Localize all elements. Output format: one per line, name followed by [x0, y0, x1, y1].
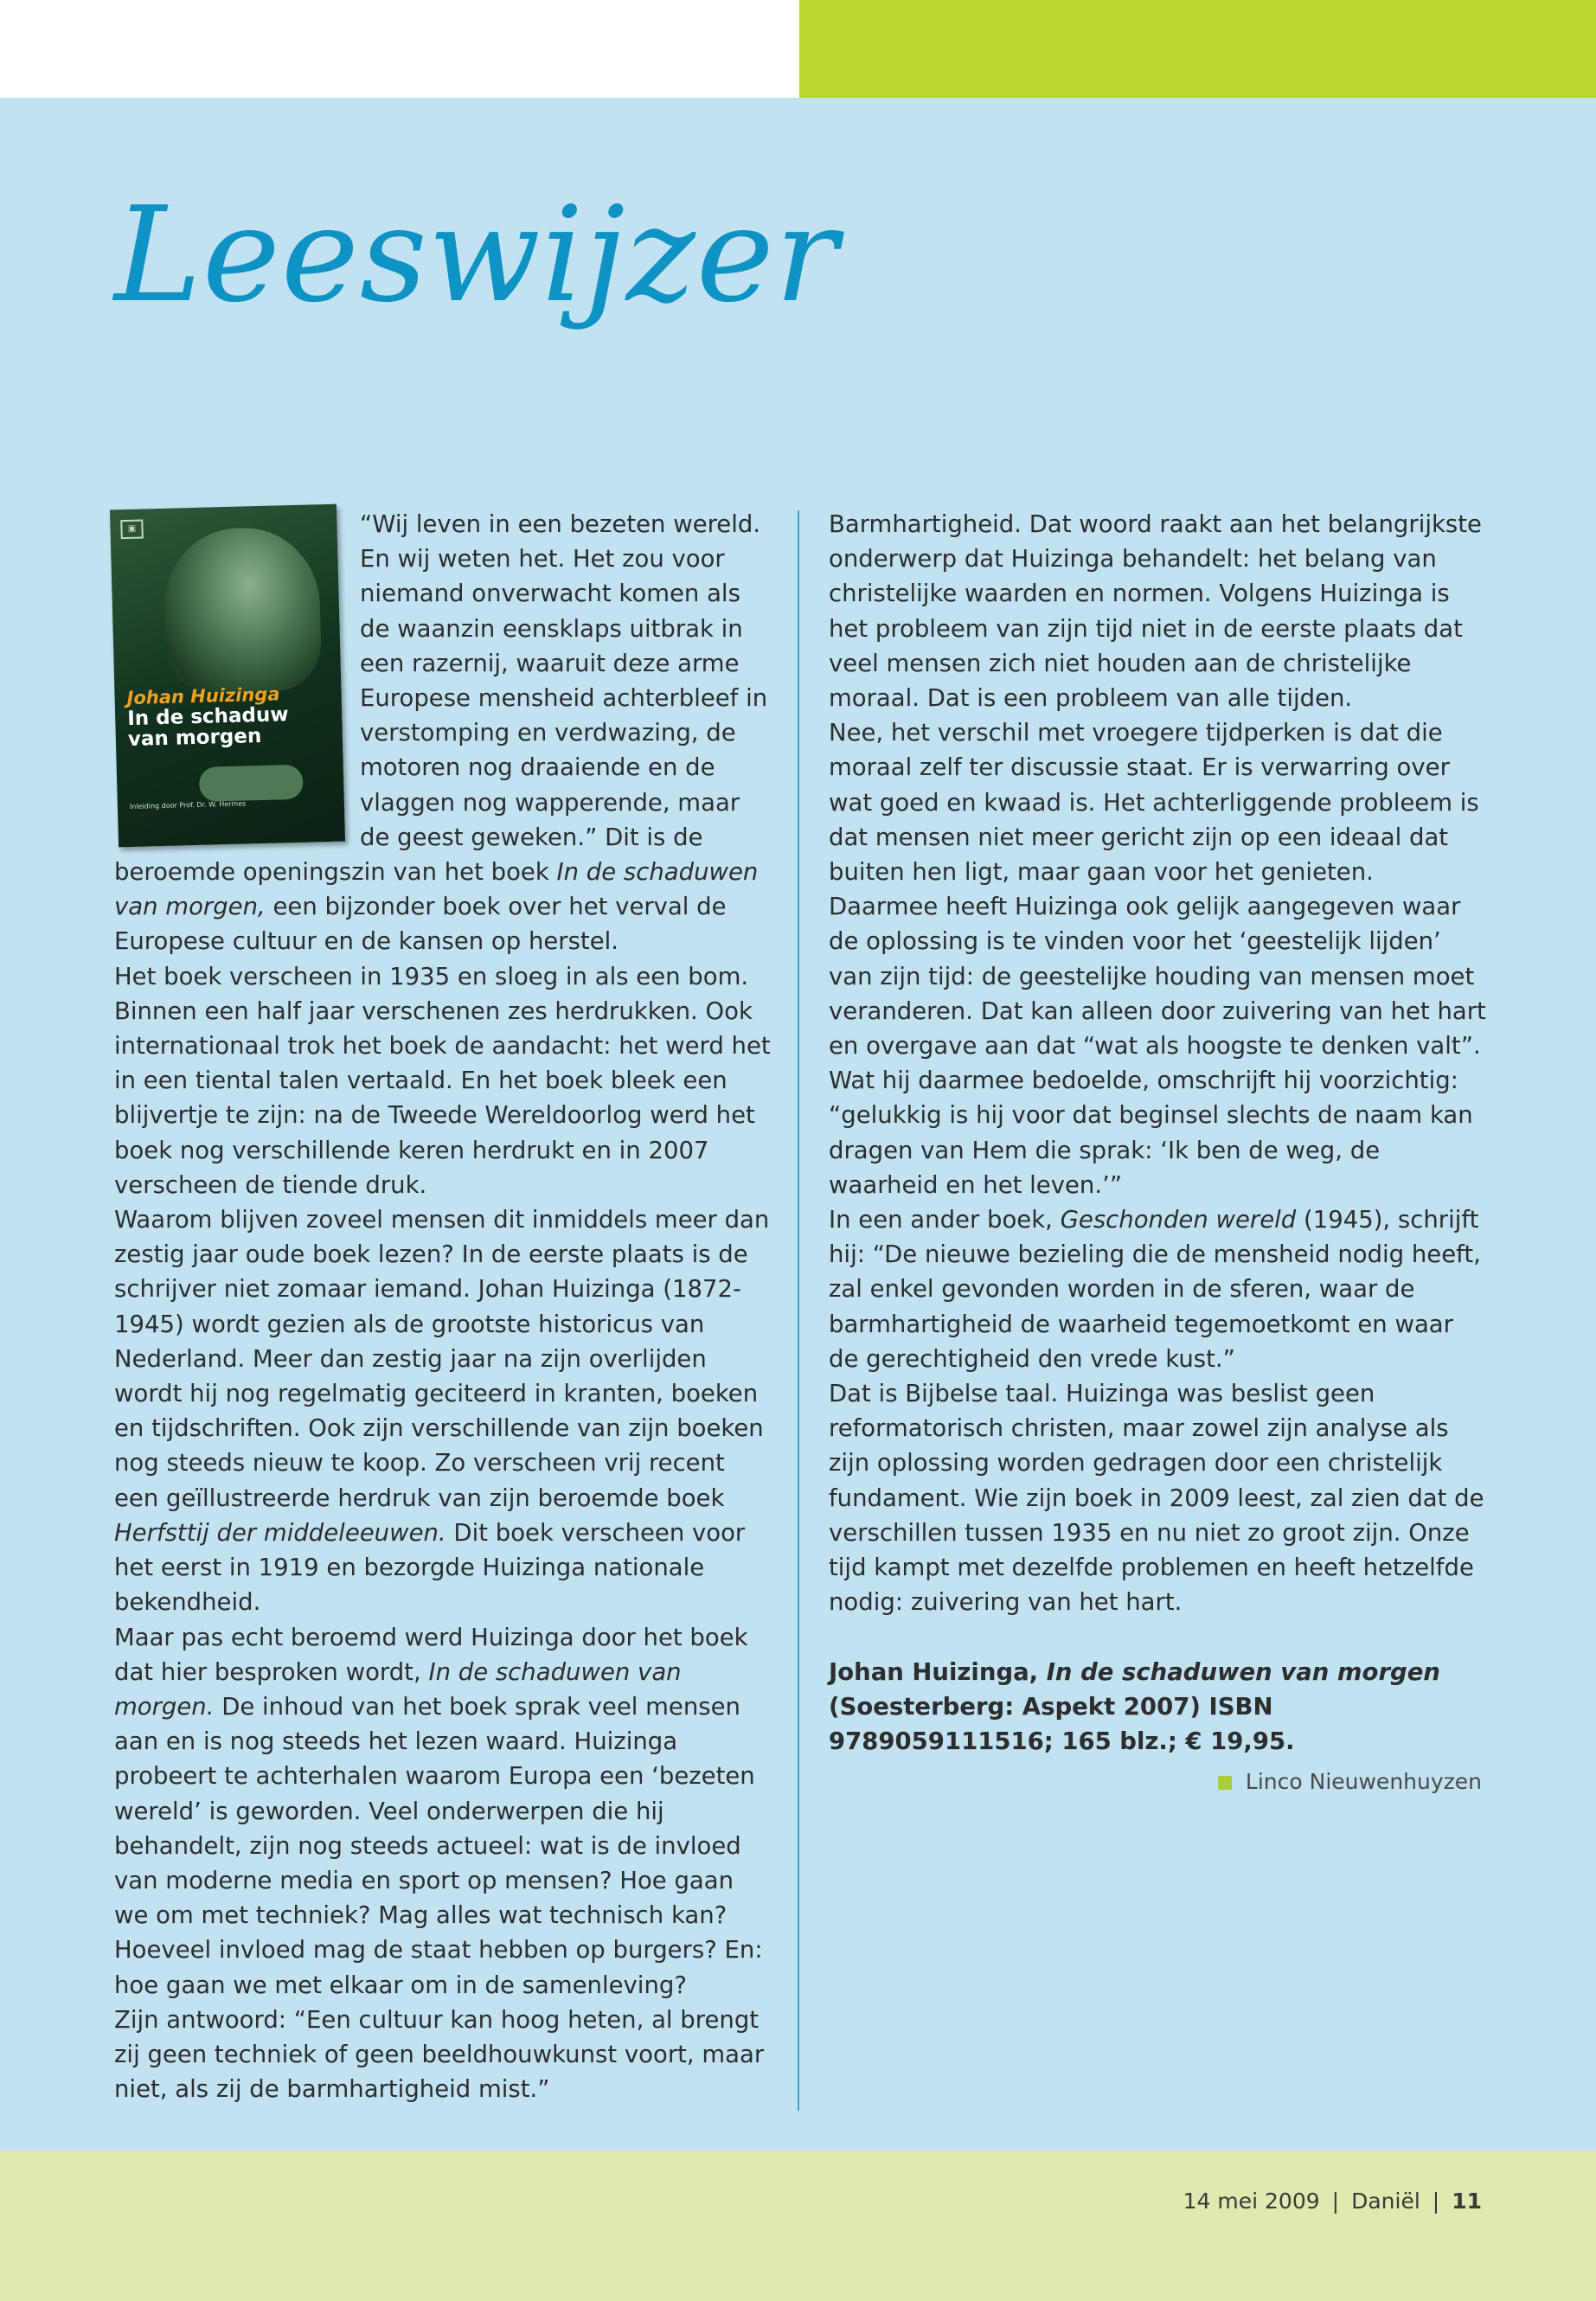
- paragraph: Barmhartigheid. Dat woord raakt aan het belangrijkste onderwerp dat Huizinga behandelt: het belang van christelijke waarden en normen. Volgens Huizinga is het probleem van zijn tijd niet in de eerste plaats dat veel mensen zich niet houden aan de christelijke moraal. Dat is een probleem van alle tijden.: [829, 510, 1482, 713]
- paragraph: Daarmee heeft Huizinga ook gelijk aangegeven waar de oplossing is te vinden voor het ‘geestelijk lijden’ van zijn tijd: de geestelijke houding van mensen moet veranderen. Dat kan alleen door zuivering van het hart en overgave aan dat “wat als hoogste te denken valt”. Wat hij daarmee bedoelde, omschrijft hij voorzichtig: “gelukkig is hij voor dat beginsel slechts de naam kan dragen van Hem die sprak: ‘Ik ben de weg, de waarheid en het leven.’”: [829, 893, 1486, 1199]
- cover-portrait: [163, 526, 323, 695]
- top-green-bar: [799, 0, 1596, 98]
- paragraph: Zijn antwoord: “Een cultuur kan hoog heten, al brengt zij geen techniek of geen beeldhouwkunst voort, maar niet, als zij de barmhartigheid mist.”: [114, 2005, 765, 2104]
- article-left-column: [114, 507, 772, 2106]
- paragraph: “Wij leven in een bezeten wereld. En wij weten het. Het zou voor niemand onverwacht komen als de waanzin eensklaps uitbrak in een razernij, waaruit deze arme Europese mensheid achterbleef in verstomping en verdwazing, de motoren nog draaiende en de vlaggen nog wapperende, maar de geest geweken.” Dit is de beroemde openingszin van het boek In de schaduwen van morgen, een bijzonder boek over het verval de Europese cultuur en de kansen op herstel.: [114, 510, 768, 956]
- paragraph: Nee, het verschil met vroegere tijdperken is dat die moraal zelf ter discussie staat. Er is verwarring over wat goed en kwaad is. Het achterliggende probleem is dat mensen niet meer gericht zijn op een ideaal dat buiten hen ligt, maar gaan voor het genieten.: [829, 719, 1479, 887]
- publisher-logo-icon: ▣: [120, 519, 144, 539]
- page-footer: [1183, 2189, 1482, 2214]
- paragraph: In een ander boek, Geschonden wereld (1945), schrijft hij: “De nieuwe bezieling die de mensheid nodig heeft, zal enkel gevonden worden in de sferen, waar de barmhartigheid de waarheid tegemoetkomt en waar de gerechtigheid den vrede kust.”: [829, 1206, 1481, 1373]
- footer-band: [0, 2150, 1596, 2301]
- green-square-icon: [1218, 1776, 1232, 1790]
- footer-date: 14 mei 2009: [1183, 2189, 1320, 2214]
- cover-subtitle: Inleiding door Prof. Dr. W. Hermes: [129, 799, 247, 811]
- book-cover-image: [110, 504, 345, 848]
- paragraph: Het boek verscheen in 1935 en sloeg in als een bom. Binnen een half jaar verschenen zes herdrukken. Ook internationaal trok het boek de aandacht: het werd het in een tiental talen vertaald. En het boek bleek een blijvertje te zijn: na de Tweede Wereldoorlog werd het boek nog verschillende keren herdrukt en in 2007 verscheen de tiende druk.: [114, 962, 771, 1199]
- cover-author: Johan Huizinga: [126, 683, 280, 709]
- book-info: Johan Huizinga, In de schaduwen van morgen (Soesterberg: Aspekt 2007) ISBN 9789059111516; 165 blz.; € 19,95.: [829, 1657, 1440, 1755]
- column-divider: [798, 510, 799, 2111]
- footer-separator: |: [1432, 2189, 1440, 2214]
- paragraph: Waarom blijven zoveel mensen dit inmiddels meer dan zestig jaar oude boek lezen? In de eerste plaats is de schrijver niet zomaar iemand. Johan Huizinga (1872-1945) wordt gezien als de grootste historicus van Nederland. Meer dan zestig jaar na zijn overlijden wordt hij nog regelmatig geciteerd in kranten, boeken en tijdschriften. Ook zijn verschillende van zijn boeken nog steeds nieuw te koop. Zo verscheen vrij recent een geïllustreerde herdruk van zijn beroemde boek Herfsttij der middeleeuwen. Dit boek verscheen voor het eerst in 1919 en bezorgde Huizinga nationale bekendheid.: [114, 1206, 770, 1617]
- top-white-bar: [0, 0, 799, 98]
- paragraph: Dat is Bijbelse taal. Huizinga was beslist geen reformatorisch christen, maar zowel zijn analyse als zijn oplossing worden gedragen door een christelijk fundament. Wie zijn boek in 2009 leest, zal zien dat de verschillen tussen 1935 en nu niet zo groot zijn. Onze tijd kampt met dezelfde problemen en heeft hetzelfde nodig: zuivering van het hart.: [829, 1380, 1484, 1617]
- paragraph: Maar pas echt beroemd werd Huizinga door het boek dat hier besproken wordt, In de schaduwen van morgen. De inhoud van het boek sprak veel mensen aan en is nog steeds het lezen waard. Huizinga probeert te achterhalen waarom Europa een ‘bezeten wereld’ is geworden. Veel onderwerpen die hij behandelt, zijn nog steeds actueel: wat is de invloed van moderne media en sport op mensen? Hoe gaan we om met techniek? Mag alles wat technisch kan? Hoeveel invloed mag de staat hebben op burgers? En: hoe gaan we met elkaar om in de samenleving?: [114, 1623, 763, 1999]
- author-byline: Linco Nieuwenhuyzen: [1218, 1769, 1482, 1794]
- footer-magazine: Daniël: [1351, 2189, 1420, 2214]
- cover-title: In de schaduw van morgen: [126, 703, 289, 752]
- footer-separator: |: [1331, 2189, 1340, 2214]
- article-right-column: [829, 507, 1486, 1759]
- page-title: Leeswijzer: [114, 178, 839, 331]
- page-number: 11: [1452, 2189, 1482, 2214]
